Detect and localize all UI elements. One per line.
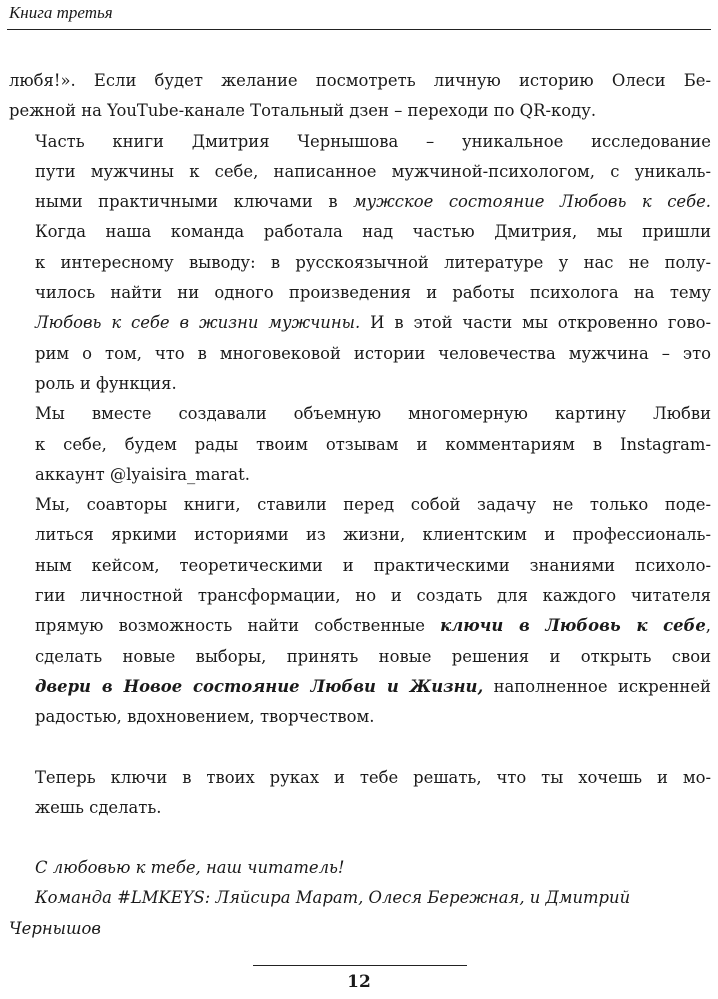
- running-header: Книга третья: [9, 3, 113, 22]
- signature-line-2: Команда #LMKEYS: Ляйсира Марат, Олеся Бережная, и Дмитрий: [35, 888, 631, 908]
- paragraph-5: [9, 763, 711, 824]
- bold-italic-phrase: ключи в Любовь к себе: [440, 616, 706, 636]
- text-line: любя!». Если будет желание посмотреть личную историю Олеси Бе-: [9, 71, 711, 90]
- text-line: гии личностной трансформации, но и создать для каждого читателя: [35, 586, 711, 606]
- header-divider: [7, 29, 711, 30]
- text-line: [9, 611, 711, 641]
- paragraph-2: [9, 127, 711, 400]
- text-line: рим о том, что в многовековой истории человечества мужчина – это: [35, 343, 711, 363]
- text-line: режной на YouTube-канале Тотальный дзен – переходи по QR-коду.: [9, 101, 597, 121]
- text-line: [9, 187, 711, 217]
- italic-phrase: Любовь к себе в жизни мужчины.: [35, 313, 361, 333]
- text-line: жешь сделать.: [35, 797, 162, 817]
- paragraph-3: [9, 399, 711, 490]
- text-run: прямую возможность найти собственные: [35, 616, 441, 636]
- paragraph-gap: [9, 823, 711, 853]
- body-text: [9, 66, 711, 944]
- text-line: Мы вместе создавали объемную многомерную картину Любви: [35, 404, 711, 424]
- text-run: ,: [705, 616, 711, 636]
- text-line: к интересному выводу: в русскоязычной литературе у нас не полу-: [35, 252, 711, 272]
- text-line: Когда наша команда работала над частью Дмитрия, мы пришли: [35, 222, 711, 242]
- text-line: аккаунт @lyaisira_marat.: [35, 464, 250, 484]
- text-run: ными практичными ключами в: [35, 192, 354, 212]
- text-line: чилось найти ни одного произведения и работы психолога на тему: [35, 283, 711, 303]
- text-line: [9, 308, 711, 338]
- text-line: ным кейсом, теоретическими и практическими знаниями психоло-: [35, 555, 711, 575]
- italic-phrase: мужское состояние Любовь к себе.: [353, 192, 711, 212]
- page-number: 12: [347, 972, 371, 992]
- text-run: наполненное искренней: [483, 676, 711, 696]
- paragraph-1: [9, 66, 711, 127]
- text-line: Часть книги Дмитрия Чернышова – уникальное исследование: [35, 131, 711, 151]
- footer-divider: [253, 965, 467, 966]
- paragraph-4: [9, 490, 711, 732]
- text-line: роль и функция.: [35, 373, 177, 393]
- paragraph-gap: [9, 733, 711, 763]
- signature-line-3: Чернышов: [9, 918, 101, 938]
- text-line: к себе, будем рады твоим отзывам и комментариям в Instagram-: [35, 434, 711, 454]
- signature-line-1: С любовью к тебе, наш читатель!: [35, 858, 345, 878]
- text-line: [9, 672, 711, 702]
- text-line: пути мужчины к себе, написанное мужчиной-психологом, с уникаль-: [35, 161, 711, 181]
- text-run: И в этой части мы откровенно гово-: [360, 313, 711, 333]
- text-line: Теперь ключи в твоих руках и тебе решать, что ты хочешь и мо-: [35, 767, 711, 787]
- text-line: радостью, вдохновением, творчеством.: [35, 707, 375, 727]
- text-line: сделать новые выборы, принять новые решения и открыть свои: [35, 646, 711, 666]
- text-line: литься яркими историями из жизни, клиентским и профессиональ-: [35, 525, 711, 545]
- text-line: Мы, соавторы книги, ставили перед собой задачу не только поде-: [35, 495, 711, 515]
- bold-italic-phrase: двери в Новое состояние Любви и Жизни,: [35, 676, 484, 696]
